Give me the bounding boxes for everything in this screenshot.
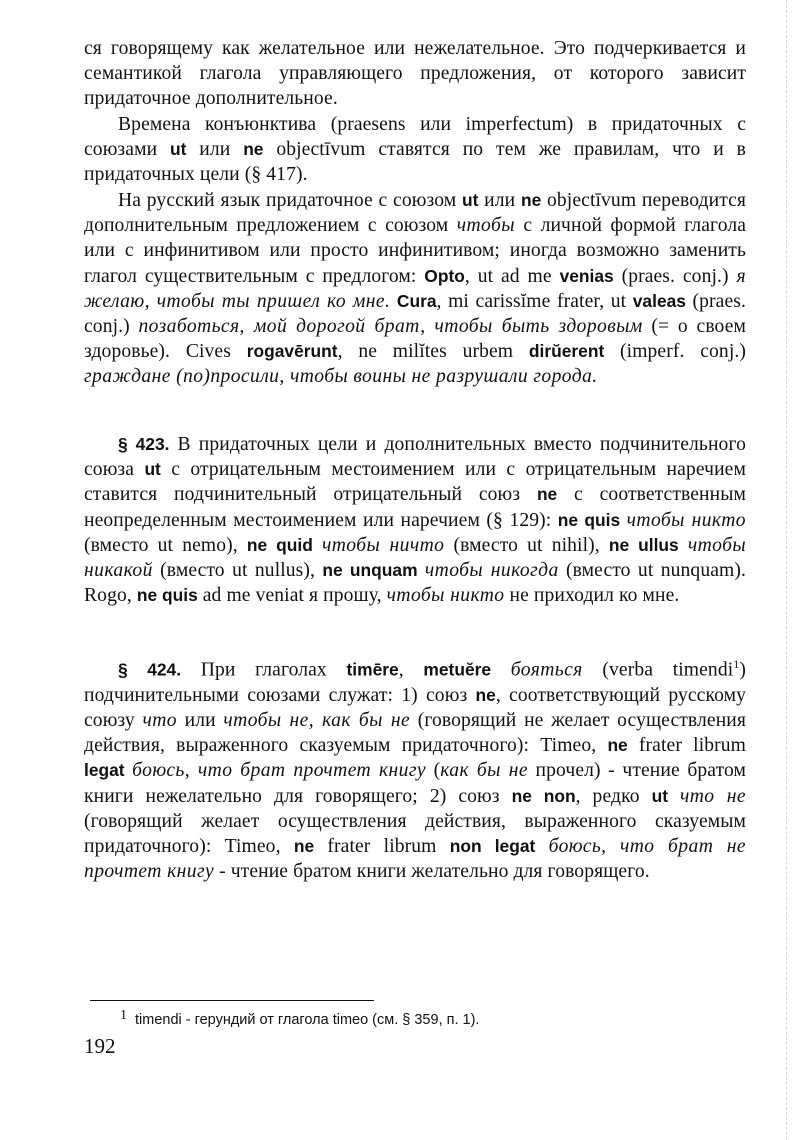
text: не приходил ко мне. — [504, 585, 680, 607]
text: objectīvum переводится дополнительным предложением с союзом — [84, 190, 747, 237]
italic-gloss: чтобы никто — [626, 509, 746, 531]
bold-term: ne — [293, 835, 315, 856]
bold-term: ne ullus — [608, 534, 679, 555]
italic-gloss: что не — [679, 785, 746, 807]
text: (вместо ut nullus), — [152, 560, 323, 582]
text: прочел) - чтение братом книги нежелательно для говорящего; 2) союз — [84, 760, 747, 807]
bold-term: ne quid — [246, 534, 313, 555]
footnote-marker: 1 — [120, 1008, 127, 1023]
italic-gloss: я желаю, чтобы ты пришел ко мне. — [84, 265, 747, 312]
italic-gloss: позаботься, мой дорогой брат, чтобы быть здоровым — [138, 316, 643, 338]
text — [668, 786, 680, 807]
text — [418, 560, 425, 581]
text — [491, 660, 511, 681]
text: (praes. conj.) — [613, 265, 737, 287]
footnote-divider — [90, 1000, 374, 1001]
text: , ut ad me — [464, 265, 560, 287]
section-423 — [84, 432, 746, 608]
paragraph-translation — [84, 188, 746, 390]
footnote — [120, 1006, 720, 1030]
text — [313, 535, 322, 556]
text: В придаточных цели и дополнительных вместо подчинительного союза — [84, 434, 746, 481]
page-number: 192 — [84, 1034, 116, 1058]
section-number: § 424. — [118, 659, 182, 680]
bold-term: Cura — [396, 290, 437, 311]
text: (imperf. conj.) — [604, 341, 746, 363]
text: , редко — [575, 785, 652, 807]
section-424 — [84, 652, 746, 884]
text: (вместо ut nihil), — [444, 534, 609, 556]
text: При глаголах — [181, 659, 347, 681]
text: , — [398, 659, 424, 681]
bold-term: ne — [607, 735, 628, 756]
italic-gloss: граждане (по)просили, чтобы воины не разрушали города. — [84, 366, 598, 388]
bold-term: Opto — [424, 265, 465, 286]
bold-term: rogavērunt — [246, 341, 338, 362]
bold-term: valeas — [632, 290, 686, 311]
text: , mi carissĭme frater, ut — [436, 290, 633, 312]
italic-gloss: боюсь, что брат не прочтет книгу — [84, 835, 747, 883]
text — [535, 836, 548, 857]
text: (= о своем здоровье). Cives — [84, 316, 746, 363]
text: frater librum — [314, 835, 450, 857]
text: ся говорящему как желательное или нежелательное. Это подчеркивается и семантикой глагола управляющего предложения, от которого зависит придаточное дополнительное. — [84, 38, 746, 110]
italic-gloss: как бы не — [440, 760, 528, 782]
text: , соответствующий русскому союзу — [84, 684, 746, 731]
text: (вместо ut nemo), — [84, 534, 247, 556]
bold-term: metuĕre — [423, 659, 492, 680]
text: с соответственным неопределенным местоимением или наречием (§ 129): — [84, 484, 746, 531]
italic-gloss: чтобы никто — [386, 585, 505, 607]
text: - чтение братом книги желательно для говорящего. — [214, 861, 650, 883]
bold-term: dirŭerent — [528, 341, 605, 362]
text: ( — [426, 760, 441, 782]
bold-term: venias — [559, 265, 614, 286]
text: На русский язык придаточное с союзом — [118, 190, 462, 211]
italic-gloss: чтобы не, как бы не — [223, 709, 411, 731]
text: frater librum — [627, 735, 746, 757]
bold-term: ut — [144, 459, 161, 480]
bold-term: ut — [170, 139, 187, 160]
text: (вместо ut nunquam). Rogo, — [84, 560, 746, 607]
bold-term: timēre — [346, 659, 399, 680]
text: или — [176, 709, 224, 731]
text: (говорящий не желает осуществления действия, выраженного сказуемым придаточного): Timeo, — [84, 709, 746, 757]
bold-term: legat — [84, 760, 125, 781]
text: ad me veniat я прошу, — [197, 585, 387, 607]
italic-gloss: чтобы никакой — [84, 534, 747, 582]
italic-gloss: чтобы ничто — [321, 534, 445, 556]
italic-gloss: чтобы никогда — [424, 560, 559, 582]
text — [679, 535, 688, 556]
footnote-text: timendi - герундий от глагола timeo (см. § 359, п. 1). — [135, 1012, 480, 1028]
text: или — [478, 190, 521, 211]
text: (говорящий желает осуществления действия, выраженного сказуемым придаточного): Timeo, — [84, 810, 746, 857]
text: (praes. conj.) — [84, 290, 746, 338]
bold-term: ne unquam — [322, 560, 418, 581]
footnote-ref[interactable]: 1 — [733, 657, 740, 671]
paragraph-conjunctive-tenses — [84, 112, 746, 188]
bold-term: ne quis — [557, 509, 621, 530]
text: Времена конъюнктива (praesens или imperfectum) в придаточных с союзами — [84, 114, 746, 161]
text: (verba timendi — [582, 659, 734, 681]
bold-term: ne — [536, 484, 558, 505]
scrollbar[interactable] — [786, 0, 794, 1140]
text: ) подчинительными союзами служат: 1) союз — [84, 659, 746, 706]
bold-term: ne — [243, 139, 264, 160]
bold-term: ne non — [511, 785, 576, 806]
text: с отрицательным местоимением или с отрицательным наречием ставится подчинительный отрицательный союз — [84, 459, 746, 506]
text: или — [186, 139, 244, 161]
section-number: § 423. — [118, 434, 170, 454]
text: с личной формой глагола или с инфинитивом или просто инфинитивом; иногда возможно заменить глагол существительным с предлогом: — [84, 215, 747, 287]
text: , ne milĭtes urbem — [337, 341, 529, 363]
paragraph-continuation — [84, 36, 746, 112]
bold-term: ne — [520, 190, 542, 210]
text: objectīvum ставятся по тем же правилам, что и в придаточных цели (§ 417). — [84, 139, 746, 186]
italic-gloss: боюсь, что брат прочтет книгу — [132, 760, 426, 782]
bold-term: ut — [651, 785, 668, 806]
bold-term: ne — [475, 684, 496, 705]
italic-gloss: что — [142, 709, 177, 731]
bold-term: non legat — [449, 835, 536, 856]
italic-gloss: чтобы — [456, 215, 515, 237]
bold-term: ne quis — [136, 585, 198, 606]
bold-term: ut — [461, 190, 479, 210]
italic-gloss: бояться — [510, 659, 583, 681]
